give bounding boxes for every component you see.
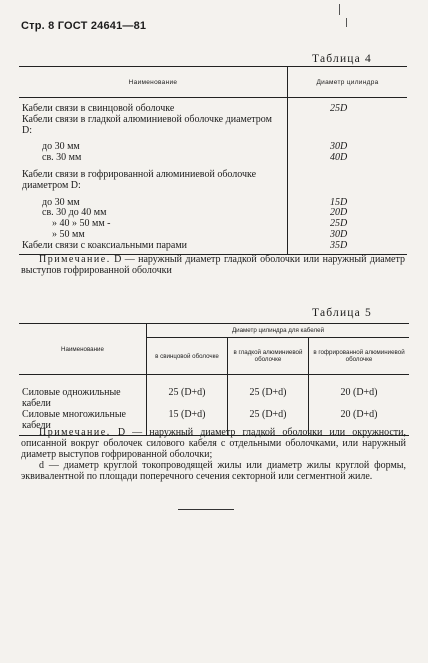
note-label: Примечание. bbox=[39, 427, 111, 438]
table4-col-diameter: Диаметр цилиндра bbox=[288, 67, 408, 98]
table4-col-name: Наименование bbox=[19, 67, 288, 98]
table-row: Кабели связи в свинцовой оболочке 25D bbox=[19, 104, 407, 115]
table-row: до 30 мм 30D bbox=[19, 142, 407, 153]
table-row: св. 30 мм 40D bbox=[19, 153, 407, 164]
table-row: » 40 » 50 мм - 25D bbox=[19, 219, 407, 230]
table5-subcol-smooth-al: в гладкой алюминиевой оболочке bbox=[228, 338, 309, 375]
note-text: D — наружный диаметр гладкой оболочки или окружности, описанной вокруг оболочек силового кабеля с отдельными оболочками, или наружный диаметр выступов гофрированной оболочки; bbox=[21, 427, 406, 460]
table-row: Кабели связи в гофрированной алюминиевой оболочке диаметром D: bbox=[19, 170, 407, 192]
table-row: Силовые многожильные кабели 15 (D+d) 25 (D+d) 20 (D+d) bbox=[19, 409, 409, 436]
scan-mark bbox=[346, 18, 347, 27]
table5-subcol-corrugated-al: в гофрированной алюминиевой оболочке bbox=[309, 338, 410, 375]
end-rule bbox=[178, 509, 234, 510]
table4-note bbox=[21, 254, 405, 276]
table-4 bbox=[19, 66, 407, 255]
page-header: Стр. 8 ГОСТ 24641—81 bbox=[21, 20, 147, 32]
note-paragraph-1 bbox=[21, 427, 406, 460]
table4-caption: Таблица 4 bbox=[312, 53, 372, 65]
table-row: » 50 мм 30D bbox=[19, 230, 407, 241]
table-row: Кабели связи в гладкой алюминиевой оболочке диаметром D: bbox=[19, 115, 407, 137]
table5-caption: Таблица 5 bbox=[312, 307, 372, 319]
note-paragraph-2: d — диаметр круглой токопроводящей жилы или диаметр жилы круглой формы, эквивалентной по площади поперечного сечения секторной или сегментной жиле. bbox=[21, 460, 406, 482]
table5-subcol-lead: в свинцовой оболочке bbox=[147, 338, 228, 375]
note-label: Примечание. bbox=[39, 254, 111, 265]
table5-col-name: Наименование bbox=[19, 324, 147, 375]
table5-group-header: Диаметр цилиндра для кабелей bbox=[147, 324, 410, 338]
table5-note bbox=[21, 427, 406, 482]
table-row: до 30 мм 15D bbox=[19, 198, 407, 209]
table-5 bbox=[19, 323, 409, 436]
table-row: Силовые одножильные кабели 25 (D+d) 25 (D+d) 20 (D+d) bbox=[19, 387, 409, 409]
note-text: D — наружный диаметр гладкой оболочки или наружный диаметр выступов гофрированной оболочки bbox=[21, 254, 405, 276]
table-row: Кабели связи с коаксиальными парами 35D bbox=[19, 241, 407, 254]
scan-mark bbox=[339, 4, 340, 15]
table-row: св. 30 до 40 мм 20D bbox=[19, 208, 407, 219]
